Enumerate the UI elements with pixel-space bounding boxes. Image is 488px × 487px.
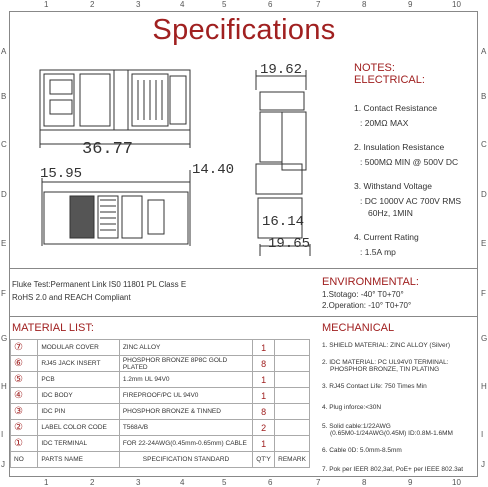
mech-item: (0.65M0-1/24AWG(0.45M) ID:0.8M-1.6MM <box>330 430 453 437</box>
note-label: 3. Withstand Voltage <box>354 181 432 191</box>
dim-top-length: 36.77 <box>82 140 134 159</box>
mech-item: 6. Cable 0D: 5.0mm-8.5mm <box>322 447 402 454</box>
mech-item: 3. RJ45 Contact Life: 750 Times Min <box>322 383 427 390</box>
material-spec: FIREPROOF/PC UL 94V0 <box>119 388 252 404</box>
divider <box>10 316 478 317</box>
material-qty: 8 <box>253 356 275 372</box>
material-part: IDC TERMINAL <box>38 436 119 452</box>
header-no: NO <box>11 452 38 468</box>
material-remark <box>275 372 310 388</box>
row-label: H <box>1 382 7 391</box>
header-remark: REMARK <box>275 452 310 468</box>
material-spec: FOR 22-24AWG(0.45mm-0.65mm) CABLE <box>119 436 252 452</box>
col-label: 5 <box>222 0 227 9</box>
mechanical-section <box>322 322 478 473</box>
col-label: 10 <box>452 0 461 9</box>
row-label: E <box>1 239 7 248</box>
material-qty: 1 <box>253 436 275 452</box>
row-label: J <box>1 460 5 469</box>
material-no <box>11 436 38 452</box>
row-label: J <box>481 460 485 469</box>
col-label: 6 <box>268 0 273 9</box>
item-number-badge: ② <box>14 422 23 433</box>
material-remark <box>275 420 310 436</box>
material-qty: 1 <box>253 372 275 388</box>
material-no <box>11 420 38 436</box>
note-value: : 20MΩ MAX <box>360 118 409 128</box>
material-remark <box>275 404 310 420</box>
note-item-3 <box>354 181 478 218</box>
col-label: 3 <box>136 0 141 9</box>
row-label: G <box>481 334 488 343</box>
note-value-2: 60Hz, 1MIN <box>368 208 413 218</box>
note-value: : 1.5A mp <box>360 247 396 257</box>
material-part: IDC PIN <box>38 404 119 420</box>
row-label: A <box>1 47 7 56</box>
storage-temp: 1.Stotago: -40° T0+70° <box>322 290 404 299</box>
notes-panel <box>354 62 478 257</box>
col-label: 8 <box>362 478 367 487</box>
notes-heading: NOTES: <box>354 62 395 74</box>
row-label: D <box>481 190 487 199</box>
row-label: C <box>481 140 487 149</box>
electrical-heading: ELECTRICAL: <box>354 74 425 86</box>
material-no <box>11 388 38 404</box>
row-label: A <box>481 47 487 56</box>
row-label: D <box>1 190 7 199</box>
note-item-4 <box>354 232 478 257</box>
environmental-section <box>322 276 478 310</box>
technical-drawings <box>10 60 340 260</box>
col-label: 6 <box>268 478 273 487</box>
dim-side-width: 19.62 <box>260 62 303 78</box>
material-table <box>10 339 310 468</box>
mech-item: PHOSPHOR BRONZE, TIN PLATING <box>330 366 440 373</box>
row-label: G <box>1 334 8 343</box>
col-label: 1 <box>44 0 49 9</box>
col-label: 10 <box>452 478 461 487</box>
note-value: : 500MΩ MIN @ 500V DC <box>360 157 459 167</box>
mech-item: 1. SHIELD MATERIAL: ZINC ALLOY (Silver) <box>322 342 450 349</box>
note-value: : DC 1000V AC 700V RMS <box>360 196 462 206</box>
note-item-2 <box>354 142 478 167</box>
material-list-heading: MATERIAL LIST: <box>12 322 94 334</box>
row-label: I <box>1 430 4 439</box>
header-qty: QT'Y <box>253 452 275 468</box>
col-label: 9 <box>408 478 413 487</box>
row-label: C <box>1 140 7 149</box>
row-label: B <box>481 92 487 101</box>
material-spec: ZINC ALLOY <box>119 340 252 356</box>
material-part: IDC BODY <box>38 388 119 404</box>
row-label: B <box>1 92 7 101</box>
header-part: PARTS NAME <box>38 452 119 468</box>
mech-item: 4. Plug inforce:<30N <box>322 404 382 411</box>
mechanical-heading: MECHANICAL <box>322 322 395 334</box>
material-row <box>11 388 310 404</box>
col-label: 8 <box>362 0 367 9</box>
material-remark <box>275 340 310 356</box>
rohs-text: RoHS 2.0 and REACH Compliant <box>12 293 131 302</box>
material-qty: 1 <box>253 340 275 356</box>
material-no <box>11 340 38 356</box>
material-row <box>11 372 310 388</box>
material-part: MODULAR COVER <box>38 340 119 356</box>
col-label: 2 <box>90 0 95 9</box>
material-no <box>11 356 38 372</box>
dim-front-height: 14.40 <box>192 162 235 178</box>
col-label: 3 <box>136 478 141 487</box>
mech-item: 5. Solid cable:1/22AWG <box>322 423 391 430</box>
divider <box>10 268 478 269</box>
col-label: 1 <box>44 478 49 487</box>
row-label: E <box>481 239 487 248</box>
item-number-badge: ⑥ <box>14 358 23 369</box>
col-label: 2 <box>90 478 95 487</box>
row-label: H <box>481 382 487 391</box>
note-item-1 <box>354 103 478 128</box>
page-title: Specifications <box>152 14 336 46</box>
environmental-heading: ENVIRONMENTAL: <box>322 276 419 288</box>
material-row <box>11 420 310 436</box>
fluke-test-text: Fluke Test:Permanent Link IS0 11801 PL Class E <box>12 280 187 289</box>
operation-temp: 2.Operation: -10° T0+70° <box>322 301 412 310</box>
material-no <box>11 404 38 420</box>
item-number-badge: ⑤ <box>14 374 23 385</box>
material-row <box>11 340 310 356</box>
compliance-section <box>12 278 312 304</box>
item-number-badge: ④ <box>14 390 23 401</box>
header-spec: SPECIFICATION STANDARD <box>119 452 252 468</box>
material-spec: PHOSPHOR BRONZE & TINNED <box>119 404 252 420</box>
col-label: 4 <box>180 0 185 9</box>
material-spec: PHOSPHOR BRONZE 8P8C GOLD PLATED <box>119 356 252 372</box>
col-label: 5 <box>222 478 227 487</box>
item-number-badge: ⑦ <box>14 342 23 353</box>
dim-side-total: 19.65 <box>268 236 311 252</box>
material-row <box>11 404 310 420</box>
material-no <box>11 372 38 388</box>
col-label: 7 <box>316 0 321 9</box>
top-view-drawing <box>40 70 190 148</box>
note-label: 2. Insulation Resistance <box>354 142 445 152</box>
material-qty: 8 <box>253 404 275 420</box>
material-remark <box>275 436 310 452</box>
material-remark <box>275 356 310 372</box>
material-table-header <box>11 452 310 468</box>
dim-front-width: 15.95 <box>40 166 83 182</box>
material-remark <box>275 388 310 404</box>
mech-item: 7. Pok per IEER 802,3af, PoE+ per IEEE 802.3at <box>322 466 464 473</box>
material-part: LABEL COLOR CODE <box>38 420 119 436</box>
dim-side-lower: 16.14 <box>262 214 305 230</box>
material-row <box>11 356 310 372</box>
note-label: 1. Contact Resistance <box>354 103 438 113</box>
material-qty: 1 <box>253 388 275 404</box>
material-row <box>11 436 310 452</box>
item-number-badge: ③ <box>14 406 23 417</box>
item-number-badge: ① <box>14 438 23 449</box>
material-spec: 1.2mm UL 94V0 <box>119 372 252 388</box>
col-label: 7 <box>316 478 321 487</box>
row-label: I <box>481 430 484 439</box>
mech-item: 2. IDC MATERIAL: PC UL94V0 TERMINAL: <box>322 359 449 366</box>
note-label: 4. Current Rating <box>354 232 419 242</box>
material-qty: 2 <box>253 420 275 436</box>
material-part: RJ45 JACK INSERT <box>38 356 119 372</box>
material-spec: T568A/B <box>119 420 252 436</box>
row-label: F <box>481 289 486 298</box>
material-part: PCB <box>38 372 119 388</box>
col-label: 9 <box>408 0 413 9</box>
col-label: 4 <box>180 478 185 487</box>
row-label: F <box>1 289 6 298</box>
